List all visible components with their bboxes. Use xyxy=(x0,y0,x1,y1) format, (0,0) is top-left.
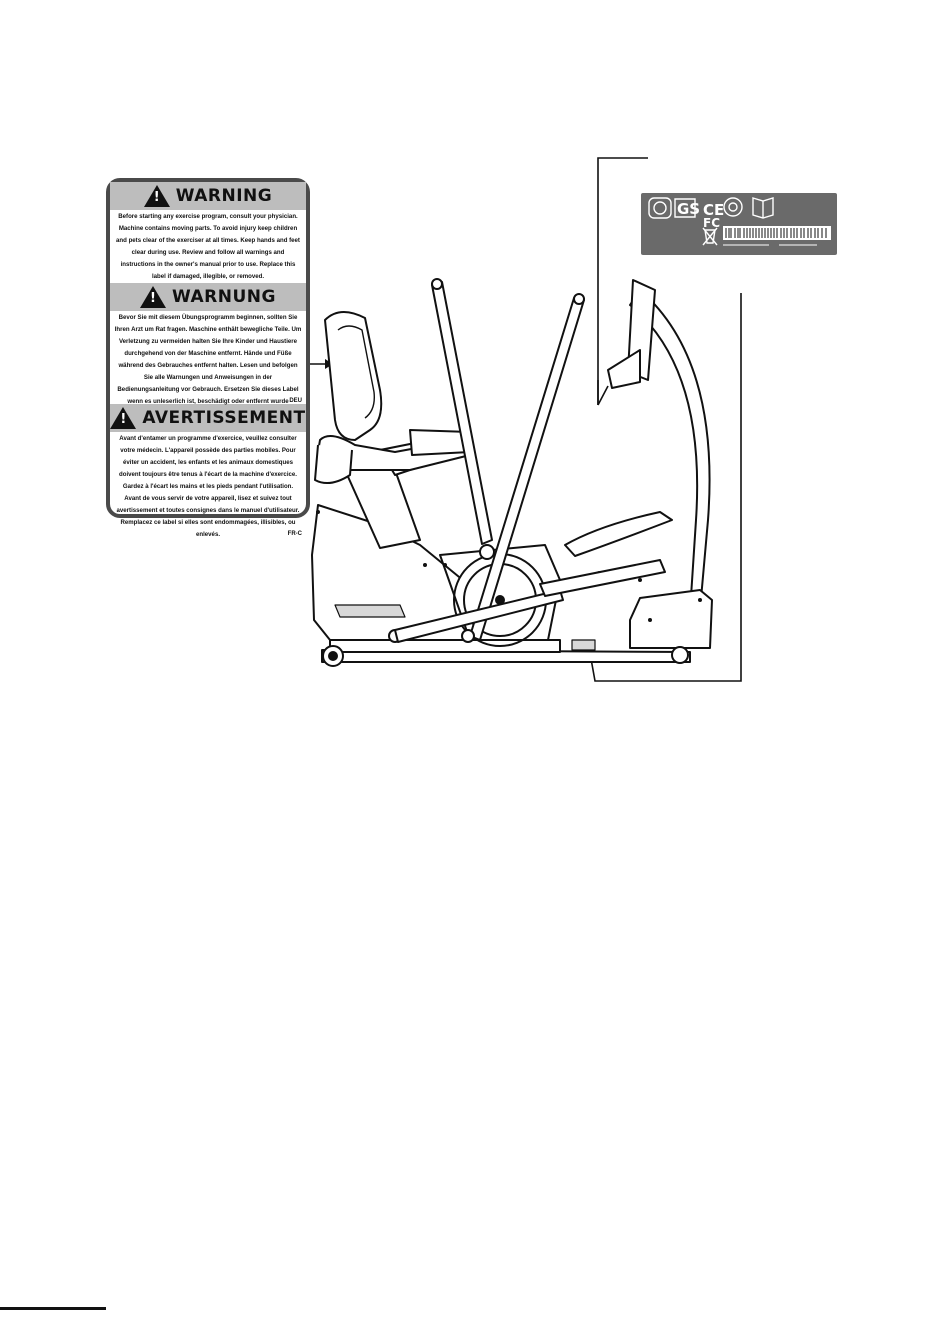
warning-title-en: WARNING xyxy=(175,186,273,206)
fcc-mark: FC xyxy=(703,216,721,230)
tuv-mark-icon xyxy=(649,198,671,218)
warning-text-en: Before starting any exercise program, consult your physician. Machine contains moving parts. To avoid injury keep children and pets clear of the exerciser at all times. Keep hands and feet clear during use. Review and follow all warnings and instructions in the owner's manual prior to use. Replace this label if damaged, illegible, or removed. xyxy=(116,213,300,280)
svg-text:GS: GS xyxy=(677,200,701,218)
language-code-de: DEU xyxy=(289,398,302,404)
warning-triangle-icon: ! xyxy=(110,407,136,429)
warning-triangle-icon: ! xyxy=(144,185,170,207)
safety-warning-label xyxy=(106,178,310,538)
warning-triangle-icon: ! xyxy=(140,286,166,308)
warning-text-fr: Avant d'entamer un programme d'exercice, veuillez consulter votre médecin. L'appareil possède des parties mobiles. Pour éviter un accident, les enfants et les animaux domestiques doivent toujours être tenus à l'écart de la machine d'exercice. Gardez à l'écart les mains et les pieds pendant l'utilisation. Avant de vous servir de votre appareil, lisez et suivez tout avertissement et toutes consignes dans le manuel d'utilisateur. Remplacez ce label si elles sont endommagées, illisibles, ou enlevés. xyxy=(116,435,300,538)
warning-header-de xyxy=(110,283,306,311)
warning-title-fr: AVERTISSEMENT xyxy=(142,408,306,428)
warning-title-de: WARNUNG xyxy=(172,287,276,307)
warning-header-fr xyxy=(110,404,306,432)
product-certification-label xyxy=(641,193,837,255)
warning-text-de: Bevor Sie mit diesem Übungsprogramm beginnen, sollten Sie Ihren Arzt um Rat fragen. Maschine enthält bewegliche Teile. Um Verletzung zu vermeiden halten Sie Ihre Kinder und Haustiere durchgehend von der Maschine entfernt. Hände und Füße während des Gebrauches entfernt halten. Lesen und befolgen Sie alle Warnungen und Anweisungen in der Bedienungsanleitung vor Gebrauch. Ersetzen Sie dieses Label wenn es unleserlich ist, beschädigt oder entfernt wurde xyxy=(114,314,302,405)
certification-seal-icon xyxy=(724,198,742,216)
warning-header-en xyxy=(110,182,306,210)
machine-drawing xyxy=(312,279,712,666)
language-code-fr: FR-C xyxy=(287,531,302,537)
ce-mark: CE xyxy=(703,201,725,219)
footer-rule xyxy=(0,1307,106,1310)
